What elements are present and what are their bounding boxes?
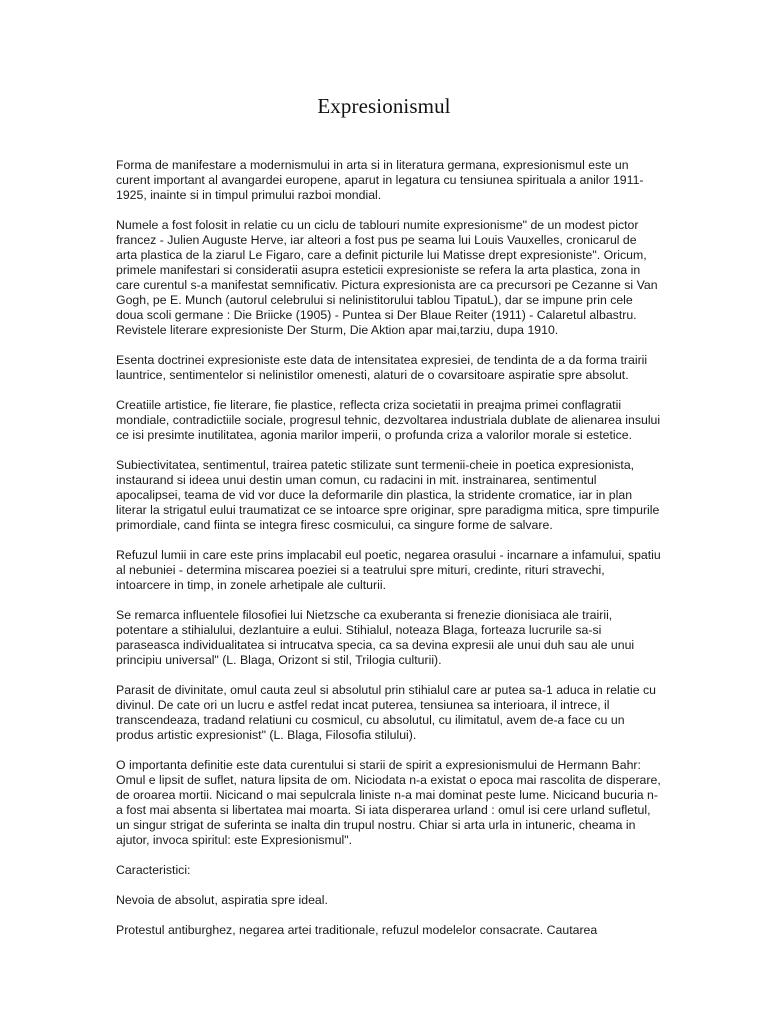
- paragraph: Subiectivitatea, sentimentul, trairea patetic stilizate sunt termenii-cheie in poetica expresionista, instaurand si ideea unui destin uman comun, cu radacini in mit. instrainarea, sentimentul apocalipsei, teama de vid vor duce la deformarile din plastica, la stridente cromatice, iar in plan literar la strigatul eului traumatizat ce se intoarce spre originar, spre paradigma mitica, spre timpurile primordiale, cand fiinta se integra firesc cosmicului, ca singure forme de salvare.: [116, 458, 660, 532]
- section-heading: Caracteristici:: [116, 863, 191, 877]
- document-title: Expresionismul: [317, 94, 451, 118]
- paragraph: Refuzul lumii in care este prins implacabil eul poetic, negarea orasului - incarnare a infamului, spatiu al nebuniei - determina miscarea poeziei si a teatrului spre mituri, credinte, rituri stravechi, intoarcere in timp, in zonele arhetipale ale culturii.: [116, 548, 661, 592]
- paragraph: Parasit de divinitate, omul cauta zeul si absolutul prin stihialul care ar putea sa-1 aduca in relatie cu divinul. De cate ori un lucru e astfel redat incat puterea, tensiunea sa interioara, il intrece, il transcendeaza, tradand relatiuni cu cosmicul, cu absolutul, cu ilimitatul, avem de-a face cu un produs artistic expresionist" (L. Blaga, Filosofia stilului).: [116, 683, 656, 742]
- paragraph: Esenta doctrinei expresioniste este data de intensitatea expresiei, de tendinta de a da forma trairii launtrice, sentimentelor si nelinistilor omenesti, alaturi de o covarsitoare aspiratie spre absolut.: [116, 353, 648, 382]
- paragraph: Protestul antiburghez, negarea artei traditionale, refuzul modelelor consacrate. Cautarea: [116, 923, 598, 937]
- paragraph: Creatiile artistice, fie literare, fie plastice, reflecta criza societatii in preajma primei conflagratii mondiale, contradictiile sociale, progresul tehnic, dezvoltarea industriala dublate de alienarea insului ce isi presimte inutilitatea, agonia marilor imperii, o profunda criza a valorilor morale si estetice.: [116, 398, 661, 442]
- document-body: [116, 158, 661, 953]
- paragraph: O importanta definitie este data curentului si starii de spirit a expresionismului de Hermann Bahr: Omul e lipsit de suflet, natura lipsita de om. Niciodata n-a existat o epoca mai rascolita de disperare, de oroarea mortii. Nicicand o mai sepulcrala liniste n-a mai dominat peste lume. Nicicand bucuria n-a fost mai absenta si libertatea mai moarta. Si iata disperarea urland : omul isi cere urland sufletul, un singur strigat de suferinta se inalta din trupul nostru. Chiar si arta urla in intuneric, cheama in ajutor, invoca spiritul: este Expresionismul".: [116, 758, 661, 847]
- paragraph: Nevoia de absolut, aspiratia spre ideal.: [116, 893, 328, 907]
- paragraph: Forma de manifestare a modernismului in arta si in literatura germana, expresionismul este un curent important al avangardei europene, aparut in legatura cu tensiunea spirituala a anilor 1911-1925, inainte si in timpul primului razboi mondial.: [116, 158, 644, 202]
- paragraph: Numele a fost folosit in relatie cu un ciclu de tablouri numite expresionisme" de un modest pictor francez - Julien Auguste Herve, iar alteori a fost pus pe seama lui Louis Vauxelles, cronicarul de arta plastica de la ziarul Le Figaro, care a definit picturile lui Matisse drept expresioniste". Oricum, primele manifestari si consideratii asupra esteticii expresioniste se refera la arta plastica, zona in care curentul s-a manifestat semnificativ. Pictura expresionista are ca precursori pe Cezanne si Van Gogh, pe E. Munch (autorul celebrului si nelinistitorului tablou TipatuL), dar se impune prin cele doua scoli germane : Die Briicke (1905) - Puntea si Der Blaue Reiter (1911) - Calaretul albastru. Revistele literare expresioniste Der Sturm, Die Aktion apar mai,tarziu, dupa 1910.: [116, 218, 658, 337]
- paragraph: Se remarca influentele filosofiei lui Nietzsche ca exuberanta si frenezie dionisiaca ale trairii, potentare a stihialului, dezlantuire a eului. Stihialul, noteaza Blaga, forteaza lucrurile sa-si paraseasca individualitatea si intrucatva specia, ca sa devina expresii ale unui duh sau ale unui principiu universal" (L. Blaga, Orizont si stil, Trilogia culturii).: [116, 608, 635, 667]
